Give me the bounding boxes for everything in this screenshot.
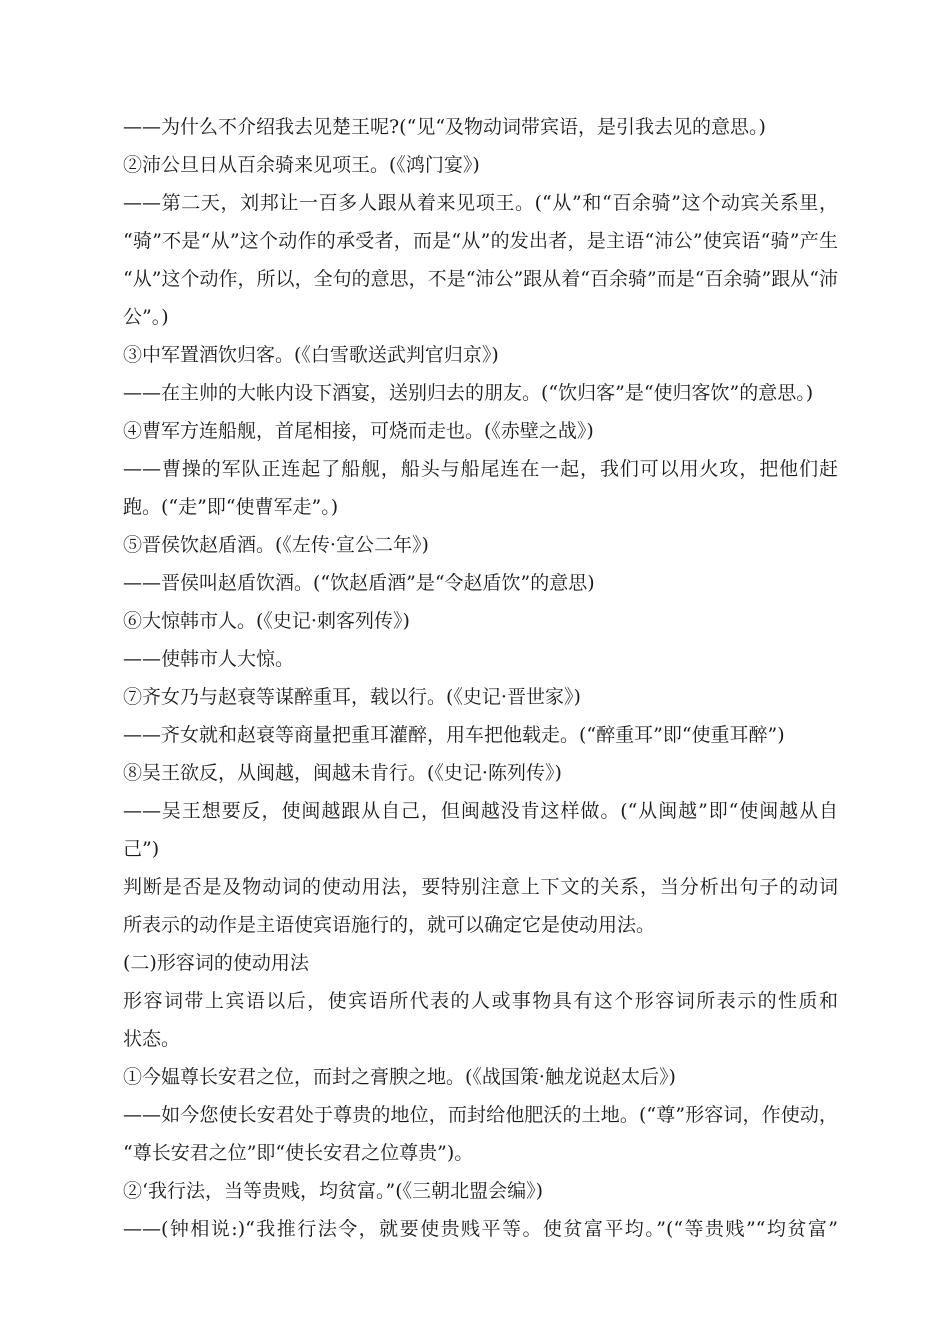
text-line: ①今媪尊长安君之位，而封之膏腴之地。(《战国策·触龙说赵太后》) (123, 1066, 676, 1088)
text-line: 己”) (123, 838, 160, 860)
text-line: ⑦齐女乃与赵衰等谋醉重耳，载以行。(《史记·晋世家》) (123, 686, 581, 708)
text-line: ⑧吴王欲反，从闽越，闽越未肯行。(《史记·陈列传》) (123, 762, 562, 784)
text-line: ⑤晋侯饮赵盾酒。(《左传·宣公二年》) (123, 534, 429, 556)
text-line: ④曹军方连船舰，首尾相接，可烧而走也。(《赤壁之战》) (123, 420, 594, 442)
text-line: 所表示的动作是主语使宾语施行的，就可以确定它是使动用法。 (123, 914, 656, 936)
text-line: “尊长安君之位”即“使长安君之位尊贵”)。 (123, 1142, 474, 1164)
section-heading: (二)形容词的使动用法 (123, 952, 309, 974)
text-line: ——如今您使长安君处于尊贵的地位，而封给他肥沃的土地。(“尊”形容词，作使动， (123, 1104, 838, 1126)
text-line: 跑。(“走”即“使曹军走”。) (123, 496, 339, 518)
text-line: ——(钟相说:)“我推行法令，就要使贵贱平等。使贫富平均。”(“等贵贱”“均贫富” (123, 1218, 838, 1240)
text-line: 状态。 (123, 1028, 181, 1050)
text-line: ②‘我行法，当等贵贱，均贫富。”(《三朝北盟会编》) (123, 1180, 544, 1202)
text-line: 形容词带上宾语以后，使宾语所代表的人或事物具有这个形容词所表示的性质和 (123, 990, 838, 1012)
text-line: ——晋侯叫赵盾饮酒。(“饮赵盾酒”是“令赵盾饮”的意思) (123, 572, 595, 594)
text-line: ——第二天，刘邦让一百多人跟从着来见项王。(“从”和“百余骑”这个动宾关系里， (123, 192, 838, 214)
text-line: ②沛公旦日从百余骑来见项王。(《鸿门宴》) (123, 154, 480, 176)
text-line: “从”这个动作，所以，全句的意思，不是“沛公”跟从着“百余骑”而是“百余骑”跟从“沛 (123, 268, 838, 290)
text-line: 判断是否是及物动词的使动用法，要特别注意上下文的关系，当分析出句子的动词 (123, 876, 838, 898)
text-line: “骑”不是“从”这个动作的承受者，而是“从”的发出者，是主语“沛公”使宾语“骑”产生 (123, 230, 838, 252)
text-line: ——为什么不介绍我去见楚王呢?(“见“及物动词带宾语，是引我去见的意思。) (123, 116, 766, 138)
text-line: ⑥大惊韩市人。(《史记·刺客列传》) (123, 610, 410, 632)
text-line: 公”。) (123, 306, 169, 328)
text-line: ——在主帅的大帐内设下酒宴，送别归去的朋友。(“饮归客”是“使归客饮”的意思。) (123, 382, 814, 404)
text-line: ——使韩市人大惊。 (123, 648, 295, 670)
text-line: ——曹操的军队正连起了船舰，船头与船尾连在一起，我们可以用火攻，把他们赶 (123, 458, 838, 480)
text-line: ——吴王想要反，使闽越跟从自己，但闽越没肯这样做。(“从闽越”即“使闽越从自 (123, 800, 838, 822)
text-line: ③中军置酒饮归客。(《白雪歌送武判官归京》) (123, 344, 499, 366)
text-line: ——齐女就和赵衰等商量把重耳灌醉，用车把他载走。(“醉重耳”即“使重耳醉”) (123, 724, 785, 746)
